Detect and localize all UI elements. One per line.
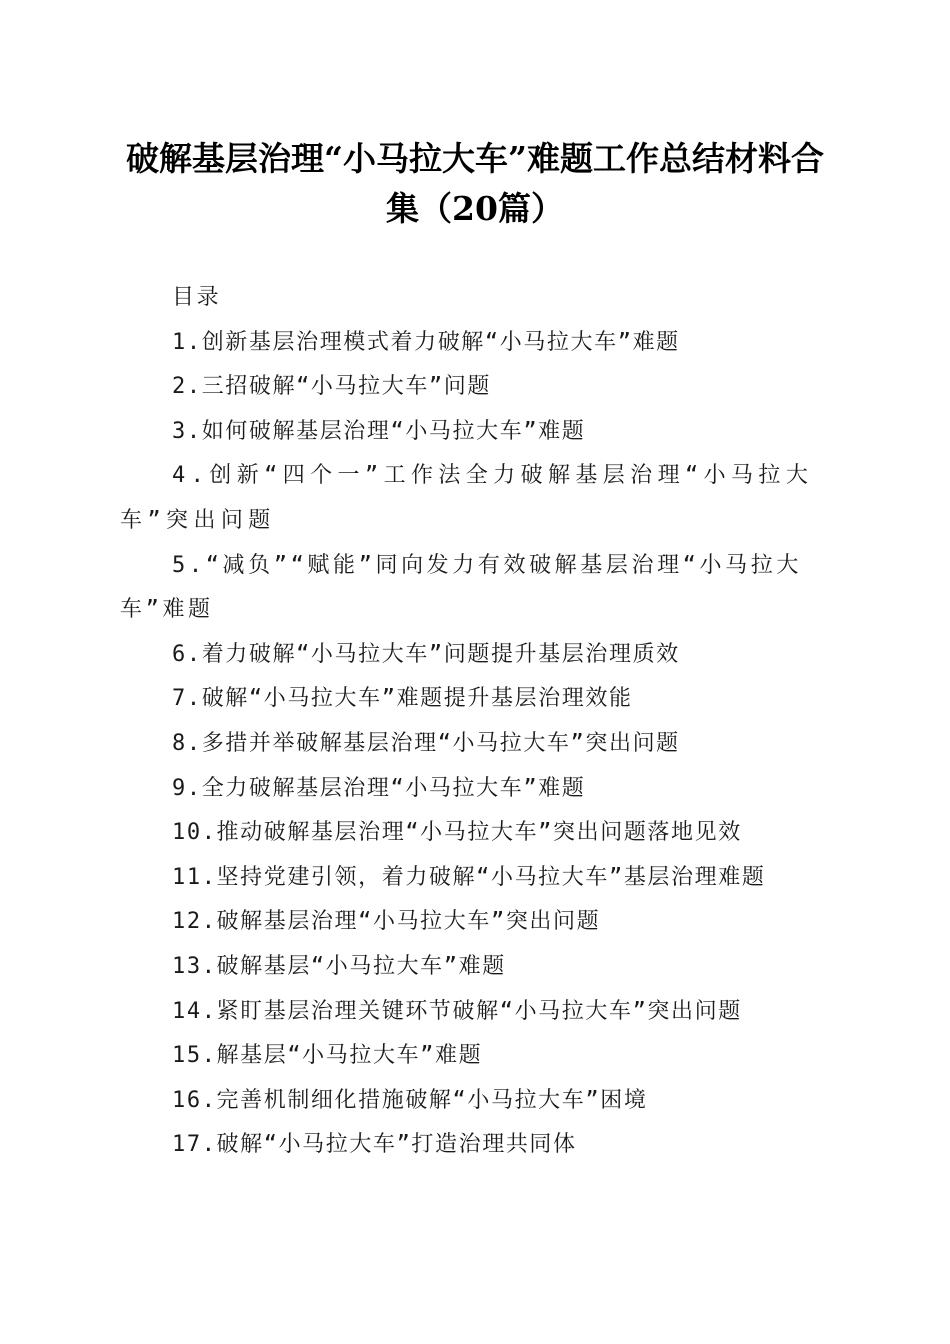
toc-item: 14.紧盯基层治理关键环节破解“小马拉大车”突出问题: [172, 998, 742, 1024]
toc-item: 12.破解基层治理“小马拉大车”突出问题: [172, 909, 601, 935]
toc-heading: 目录: [172, 285, 222, 310]
toc-item: 5.“减负”“赋能”同向发力有效破解基层治理“小马拉大车”难题: [120, 552, 802, 623]
toc-item: 3.如何破解基层治理“小马拉大车”难题: [172, 418, 586, 444]
document-title: 破解基层治理“小马拉大车”难题工作总结材料合集（20篇）: [126, 139, 824, 228]
toc-item: 7.破解“小马拉大车”难题提升基层治理效能: [172, 686, 633, 712]
toc-item: 9.全力破解基层治理“小马拉大车”难题: [172, 775, 586, 801]
toc-item: 1.创新基层治理模式着力破解“小马拉大车”难题: [172, 329, 680, 355]
toc-item: 8.多措并举破解基层治理“小马拉大车”突出问题: [172, 730, 680, 756]
toc-item: 6.着力破解“小马拉大车”问题提升基层治理质效: [172, 641, 680, 667]
toc-item: 4.创新“四个一”工作法全力破解基层治理“小马拉大车”突出问题: [120, 463, 814, 533]
toc-item: 13.破解基层“小马拉大车”难题: [172, 953, 506, 979]
toc-item: 16.完善机制细化措施破解“小马拉大车”困境: [172, 1087, 648, 1113]
toc-item: 17.破解“小马拉大车”打造治理共同体: [172, 1132, 577, 1158]
table-of-contents: [120, 276, 825, 1168]
toc-item: 11.坚持党建引领，着力破解“小马拉大车”基层治理难题: [172, 864, 766, 890]
toc-item: 15.解基层“小马拉大车”难题: [172, 1043, 483, 1069]
toc-item: 2.三招破解“小马拉大车”问题: [172, 374, 491, 400]
toc-item: 10.推动破解基层治理“小马拉大车”突出问题落地见效: [172, 820, 742, 846]
